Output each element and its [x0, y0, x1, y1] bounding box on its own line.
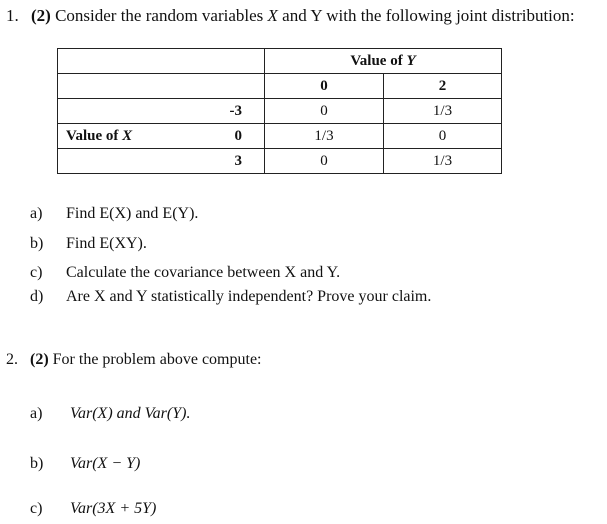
- q1-part-d: [30, 288, 431, 306]
- q2-part-b: [30, 455, 140, 473]
- question-text-start: Consider the random variables: [55, 6, 264, 25]
- table-header-row: [58, 49, 502, 74]
- q1-part-c: [30, 264, 340, 282]
- value-of-x-label: Value of X: [58, 124, 195, 149]
- question-2-heading: [6, 351, 262, 369]
- part-label: a): [30, 205, 43, 222]
- q2-part-c: [30, 500, 156, 518]
- q2-part-a: [30, 405, 190, 423]
- x-value: 0: [194, 124, 265, 149]
- x-value: 3: [194, 149, 265, 174]
- question-text: For the problem above compute:: [52, 351, 262, 368]
- y-value-2: 2: [384, 74, 502, 99]
- q1-part-b: [30, 235, 147, 253]
- probability-cell: 0: [384, 124, 502, 149]
- part-text: Calculate the covariance between X and Y.: [66, 264, 341, 281]
- y-values-row: [58, 74, 502, 99]
- table-row: [58, 149, 502, 174]
- part-label: a): [30, 405, 43, 422]
- probability-cell: 1/3: [384, 99, 502, 124]
- question-1-heading: [6, 6, 575, 26]
- part-text: Var(3X + 5Y): [70, 500, 157, 517]
- part-text: Are X and Y statistically independent? Prove your claim.: [66, 288, 432, 305]
- probability-cell: 1/3: [384, 149, 502, 174]
- part-text: Var(X − Y): [70, 455, 141, 472]
- part-text: Find E(XY).: [66, 235, 147, 252]
- probability-cell: 1/3: [265, 124, 384, 149]
- part-label: c): [30, 500, 43, 517]
- part-label: d): [30, 288, 44, 305]
- q1-part-a: [30, 205, 198, 223]
- empty-label-cell: [58, 99, 195, 124]
- table-row: [58, 124, 502, 149]
- variable-x: X: [267, 6, 278, 25]
- empty-label-cell: [58, 149, 195, 174]
- points-label: (2): [31, 6, 51, 25]
- empty-cell: [58, 49, 265, 74]
- x-value: -3: [194, 99, 265, 124]
- probability-cell: 0: [265, 149, 384, 174]
- points-label: (2): [30, 351, 49, 368]
- part-text: Find E(X) and E(Y).: [66, 205, 199, 222]
- table-row: [58, 99, 502, 124]
- part-label: c): [30, 264, 43, 281]
- joint-distribution-table: [57, 48, 502, 174]
- question-text-end: and Y with the following joint distribution:: [282, 6, 575, 25]
- part-text: Var(X) and Var(Y).: [70, 405, 191, 422]
- question-number: 2.: [6, 351, 18, 368]
- empty-cell: [58, 74, 265, 99]
- part-label: b): [30, 235, 44, 252]
- probability-cell: 0: [265, 99, 384, 124]
- part-label: b): [30, 455, 44, 472]
- value-of-y-header: Value of Y: [265, 49, 502, 74]
- question-number: 1.: [6, 6, 19, 25]
- y-value-0: 0: [265, 74, 384, 99]
